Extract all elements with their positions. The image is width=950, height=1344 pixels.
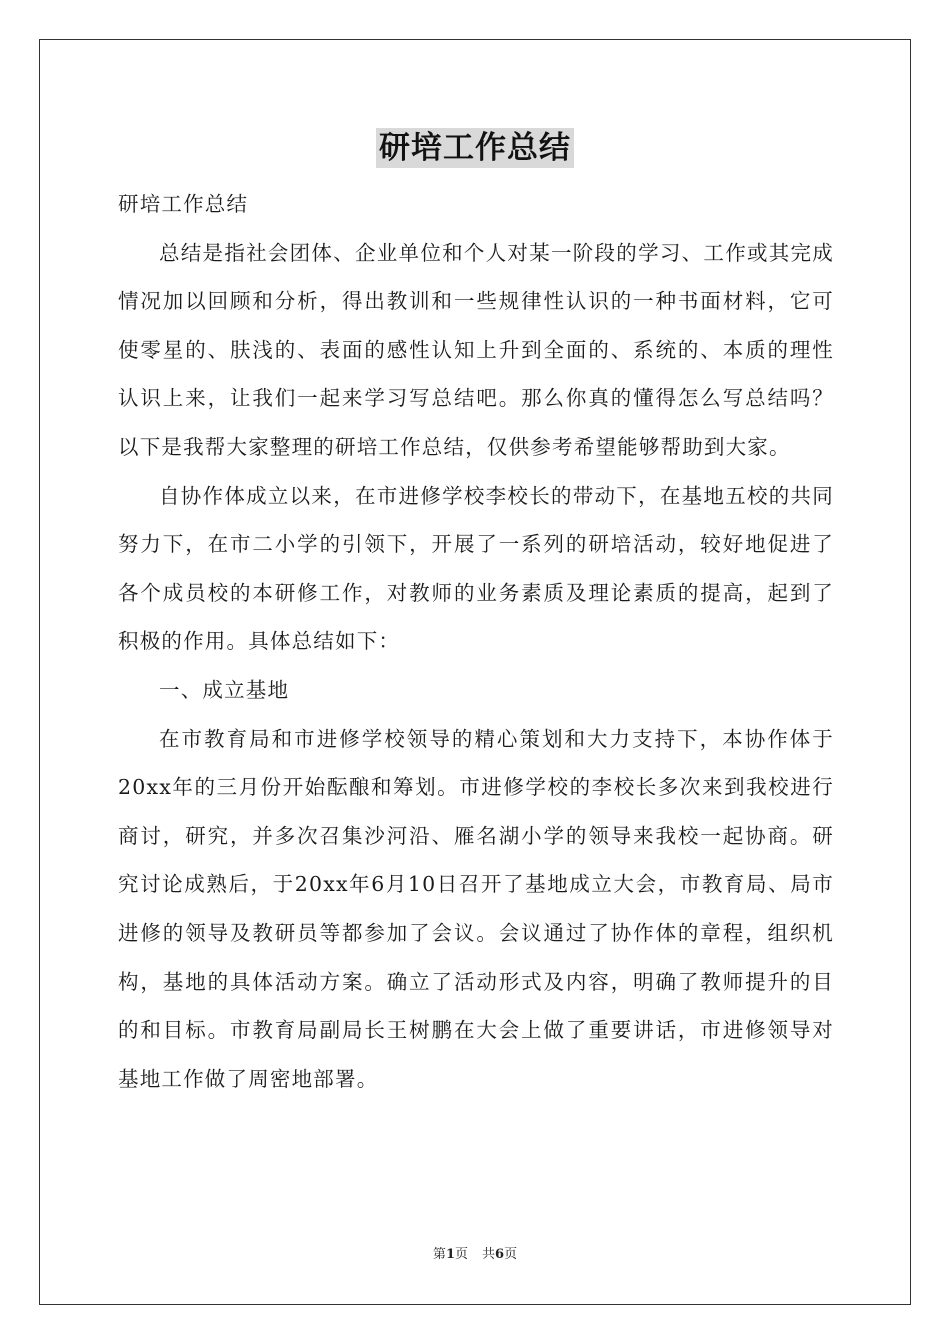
- page-footer: [0, 1246, 950, 1264]
- document-title: 研培工作总结: [376, 128, 574, 168]
- page-prefix: 第: [432, 1247, 446, 1262]
- total-unit: 页: [504, 1247, 518, 1262]
- overview-paragraph: 自协作体成立以来，在市进修学校李校长的带动下，在基地五校的共同努力下，在市二小学的引领下，开展了一系列的研培活动，较好地促进了各个成员校的本研修工作，对教师的业务素质及理论素质的提高，起到了积极的作用。具体总结如下：: [118, 483, 834, 654]
- subtitle-paragraph: 研培工作总结: [118, 192, 249, 216]
- total-page-number: 6: [495, 1247, 505, 1262]
- total-prefix: 共: [482, 1247, 496, 1262]
- title-container: [0, 128, 950, 168]
- page-unit: 页: [454, 1247, 468, 1262]
- section-paragraph: 在市教育局和市进修学校领导的精心策划和大力支持下，本协作体于20xx年的三月份开始酝酿和筹划。市进修学校的李校长多次来到我校进行商讨，研究，并多次召集沙河沿、雁名湖小学的领导来我校一起协商。研究讨论成熟后，于20xx年6月10日召开了基地成立大会，市教育局、局市进修的领导及教研员等都参加了会议。会议通过了协作体的章程，组织机构，基地的具体活动方案。确立了活动形式及内容，明确了教师提升的目的和目标。市教育局副局长王树鹏在大会上做了重要讲话，市进修领导对基地工作做了周密地部署。: [118, 726, 834, 1091]
- intro-paragraph: 总结是指社会团体、企业单位和个人对某一阶段的学习、工作或其完成情况加以回顾和分析，得出教训和一些规律性认识的一种书面材料，它可使零星的、肤浅的、表面的感性认知上升到全面的、系统的、本质的理性认识上来，让我们一起来学习写总结吧。那么你真的懂得怎么写总结吗？以下是我帮大家整理的研培工作总结，仅供参考希望能够帮助到大家。: [118, 240, 834, 459]
- section-heading: 一、成立基地: [159, 677, 290, 702]
- current-page-number: 1: [445, 1247, 455, 1262]
- document-body: [118, 180, 834, 1103]
